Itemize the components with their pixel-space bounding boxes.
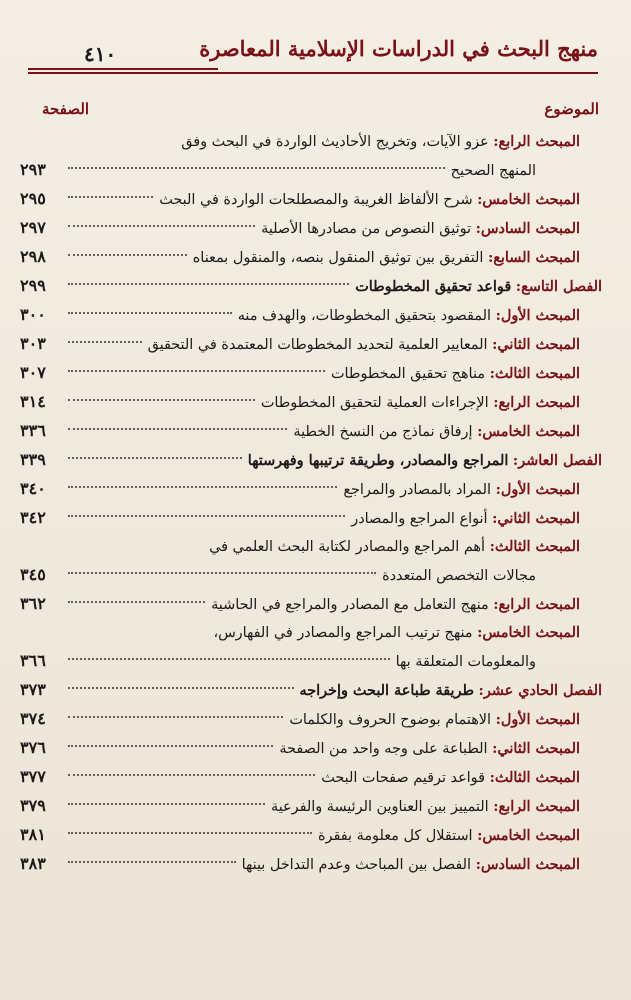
- entry-page-number: ٣٧٧: [20, 767, 46, 786]
- entry-page-number: ٣٠٧: [20, 363, 46, 382]
- entry-title: مناهج تحقيق المخطوطات: [331, 366, 485, 382]
- toc-entry-line: [20, 388, 580, 417]
- entry-label: المبحث الرابع:: [493, 394, 580, 411]
- entry-page-number: ٣٣٩: [20, 450, 46, 469]
- toc-chapter-entry: [20, 446, 602, 475]
- page-number: ٤١٠: [84, 42, 117, 66]
- entry-label: الفصل التاسع:: [515, 278, 602, 295]
- toc-entry-line: [20, 359, 580, 388]
- entry-title: الفصل بين المباحث وعدم التداخل بينها: [241, 857, 472, 873]
- header-rule: [28, 72, 598, 74]
- entry-label: المبحث الأول:: [495, 711, 580, 728]
- dot-leader: [68, 572, 376, 574]
- toc-chapter-entry: [20, 676, 602, 705]
- toc-entry-line: [20, 647, 580, 676]
- dot-leader: [68, 687, 294, 689]
- toc-entry-line: [20, 417, 580, 446]
- toc-section-entry: [20, 475, 602, 504]
- dot-leader: [68, 716, 283, 718]
- entry-page-number: ٣٠٣: [20, 334, 46, 353]
- entry-label: المبحث الخامس:: [477, 624, 580, 641]
- entry-page-number: ٣٨١: [20, 825, 46, 844]
- entry-title: الاهتمام بوضوح الحروف والكلمات: [289, 712, 492, 728]
- entry-page-number: ٣٧٩: [20, 796, 46, 815]
- entry-title: المراد بالمصادر والمراجع: [343, 482, 492, 498]
- toc-section-entry: [20, 619, 602, 676]
- entry-title: المعايير العلمية لتحديد المخطوطات المعتمدة في التحقيق: [147, 337, 488, 353]
- page-column-heading: الصفحة: [42, 100, 90, 118]
- entry-page-number: ٣٤٠: [20, 479, 46, 498]
- dot-leader: [68, 745, 273, 747]
- toc-chapter-entry: [20, 272, 602, 301]
- entry-title: المقصود بتحقيق المخطوطات، والهدف منه: [237, 308, 492, 324]
- toc-section-entry: [20, 301, 602, 330]
- toc-section-entry: [20, 792, 602, 821]
- toc-entry-line: [20, 705, 580, 734]
- dot-leader: [68, 832, 312, 834]
- dot-leader: [68, 283, 349, 285]
- toc-section-entry: [20, 590, 602, 619]
- toc-entry-line: [20, 446, 602, 475]
- toc-entry-line: [20, 330, 580, 359]
- entry-label: المبحث الثاني:: [492, 336, 580, 353]
- entry-title: أهم المراجع والمصادر لكتابة البحث العلمي في: [209, 539, 485, 555]
- toc-entry-line: [20, 475, 580, 504]
- toc-entry-line: [20, 734, 580, 763]
- entry-title: الطباعة على وجه واحد من الصفحة: [279, 741, 488, 757]
- toc-section-entry: [20, 417, 602, 446]
- entry-page-number: ٣٦٦: [20, 651, 46, 670]
- toc-entry-line: [20, 272, 602, 301]
- entry-title: التفريق بين توثيق المنقول بنصه، والمنقول بمعناه: [192, 250, 484, 266]
- dot-leader: [68, 774, 315, 776]
- toc-section-entry: [20, 185, 602, 214]
- toc-entry-line: [20, 243, 580, 272]
- dot-leader: [68, 341, 142, 343]
- toc-entry-line: [20, 185, 580, 214]
- toc-section-entry: [20, 330, 602, 359]
- entry-page-number: ٢٩٨: [20, 247, 46, 266]
- entry-label: المبحث الثالث:: [489, 769, 580, 786]
- entry-title: منهج ترتيب المراجع والمصادر في الفهارس،: [213, 625, 473, 641]
- entry-page-number: ٢٩٩: [20, 276, 46, 295]
- entry-page-number: ٣٦٢: [20, 594, 46, 613]
- entry-page-number: ٣٤٢: [20, 508, 46, 527]
- toc-section-entry: [20, 734, 602, 763]
- entry-title: الإجراءات العملية لتحقيق المخطوطات: [260, 395, 489, 411]
- entry-label: الفصل العاشر:: [512, 452, 602, 469]
- entry-page-number: ٣٧٦: [20, 738, 46, 757]
- entry-label: المبحث الثالث:: [489, 365, 580, 382]
- entry-title: عزو الآيات، وتخريج الأحاديث الواردة في البحث وفق: [181, 134, 489, 150]
- entry-label: المبحث الثاني:: [492, 740, 580, 757]
- topic-column-heading: الموضوع: [544, 100, 599, 118]
- table-of-contents: [20, 128, 602, 879]
- toc-section-entry: [20, 214, 602, 243]
- toc-entry-line: [20, 676, 602, 705]
- dot-leader: [68, 196, 153, 198]
- toc-entry-line: [20, 301, 580, 330]
- entry-page-number: ٣٣٦: [20, 421, 46, 440]
- dot-leader: [68, 225, 255, 227]
- entry-title: استقلال كل معلومة بفقرة: [318, 828, 473, 844]
- toc-section-entry: [20, 504, 602, 533]
- entry-label: المبحث الأول:: [495, 307, 580, 324]
- entry-title: توثيق النصوص من مصادرها الأصلية: [261, 221, 472, 237]
- toc-entry-line: [20, 792, 580, 821]
- toc-entry-line: [20, 533, 580, 561]
- running-title: منهج البحث في الدراسات الإسلامية المعاصرة: [199, 36, 598, 61]
- toc-section-entry: [20, 533, 602, 590]
- entry-label: المبحث الخامس:: [477, 827, 580, 844]
- toc-section-entry: [20, 243, 602, 272]
- entry-title: التمييز بين العناوين الرئيسة والفرعية: [270, 799, 489, 815]
- entry-title: المراجع والمصادر، وطريقة ترتيبها وفهرستها: [247, 452, 509, 469]
- entry-title: مجالات التخصص المتعددة: [382, 568, 536, 584]
- toc-section-entry: [20, 359, 602, 388]
- entry-label: المبحث الأول:: [495, 481, 580, 498]
- toc-section-entry: [20, 821, 602, 850]
- entry-title: شرح الألفاظ الغريبة والمصطلحات الواردة في البحث: [159, 192, 473, 208]
- dot-leader: [68, 601, 205, 603]
- dot-leader: [68, 486, 337, 488]
- entry-title: منهج التعامل مع المصادر والمراجع في الحاشية: [211, 597, 489, 613]
- toc-entry-line: [20, 156, 580, 185]
- dot-leader: [68, 312, 232, 314]
- entry-title: المنهج الصحيح: [450, 163, 536, 179]
- entry-label: المبحث الرابع:: [493, 596, 580, 613]
- toc-section-entry: [20, 850, 602, 879]
- entry-page-number: ٣٧٣: [20, 680, 46, 699]
- entry-label: الفصل الحادي عشر:: [478, 682, 602, 699]
- dot-leader: [68, 428, 287, 430]
- entry-label: المبحث الرابع:: [493, 798, 580, 815]
- dot-leader: [68, 658, 390, 660]
- entry-page-number: ٣٠٠: [20, 305, 46, 324]
- dot-leader: [68, 457, 242, 459]
- entry-page-number: ٣٤٥: [20, 565, 46, 584]
- entry-page-number: ٣١٤: [20, 392, 46, 411]
- entry-label: المبحث السابع:: [487, 249, 580, 266]
- entry-page-number: ٢٩٥: [20, 189, 46, 208]
- dot-leader: [68, 370, 325, 372]
- toc-section-entry: [20, 388, 602, 417]
- entry-page-number: ٣٧٤: [20, 709, 46, 728]
- entry-title: قواعد ترقيم صفحات البحث: [321, 770, 485, 786]
- dot-leader: [68, 399, 255, 401]
- toc-section-entry: [20, 763, 602, 792]
- dot-leader: [68, 803, 265, 805]
- toc-entry-line: [20, 821, 580, 850]
- toc-entry-line: [20, 128, 580, 156]
- toc-entry-line: [20, 619, 580, 647]
- dot-leader: [68, 167, 445, 169]
- toc-entry-line: [20, 214, 580, 243]
- entry-label: المبحث الرابع:: [493, 133, 580, 150]
- entry-page-number: ٢٩٧: [20, 218, 46, 237]
- running-header: [28, 30, 598, 90]
- entry-page-number: ٣٨٣: [20, 854, 46, 873]
- entry-page-number: ٢٩٣: [20, 160, 46, 179]
- entry-title: أنواع المراجع والمصادر: [351, 511, 488, 527]
- toc-section-entry: [20, 705, 602, 734]
- toc-entry-line: [20, 850, 580, 879]
- entry-title: طريقة طباعة البحث وإخراجه: [299, 682, 474, 699]
- entry-label: المبحث الخامس:: [477, 191, 580, 208]
- toc-entry-line: [20, 561, 580, 590]
- header-ornament: [28, 32, 218, 70]
- toc-entry-line: [20, 590, 580, 619]
- entry-label: المبحث السادس:: [475, 856, 580, 873]
- entry-label: المبحث الخامس:: [477, 423, 580, 440]
- toc-entry-line: [20, 504, 580, 533]
- entry-label: المبحث الثالث:: [489, 538, 580, 555]
- entry-label: المبحث السادس:: [475, 220, 580, 237]
- dot-leader: [68, 515, 345, 517]
- dot-leader: [68, 861, 236, 863]
- toc-entry-line: [20, 763, 580, 792]
- toc-section-entry: [20, 128, 602, 185]
- entry-title: قواعد تحقيق المخطوطات: [355, 278, 512, 295]
- entry-title: والمعلومات المتعلقة بها: [395, 654, 536, 670]
- entry-title: إرفاق نماذج من النسخ الخطية: [293, 424, 473, 440]
- dot-leader: [68, 254, 187, 256]
- entry-label: المبحث الثاني:: [492, 510, 580, 527]
